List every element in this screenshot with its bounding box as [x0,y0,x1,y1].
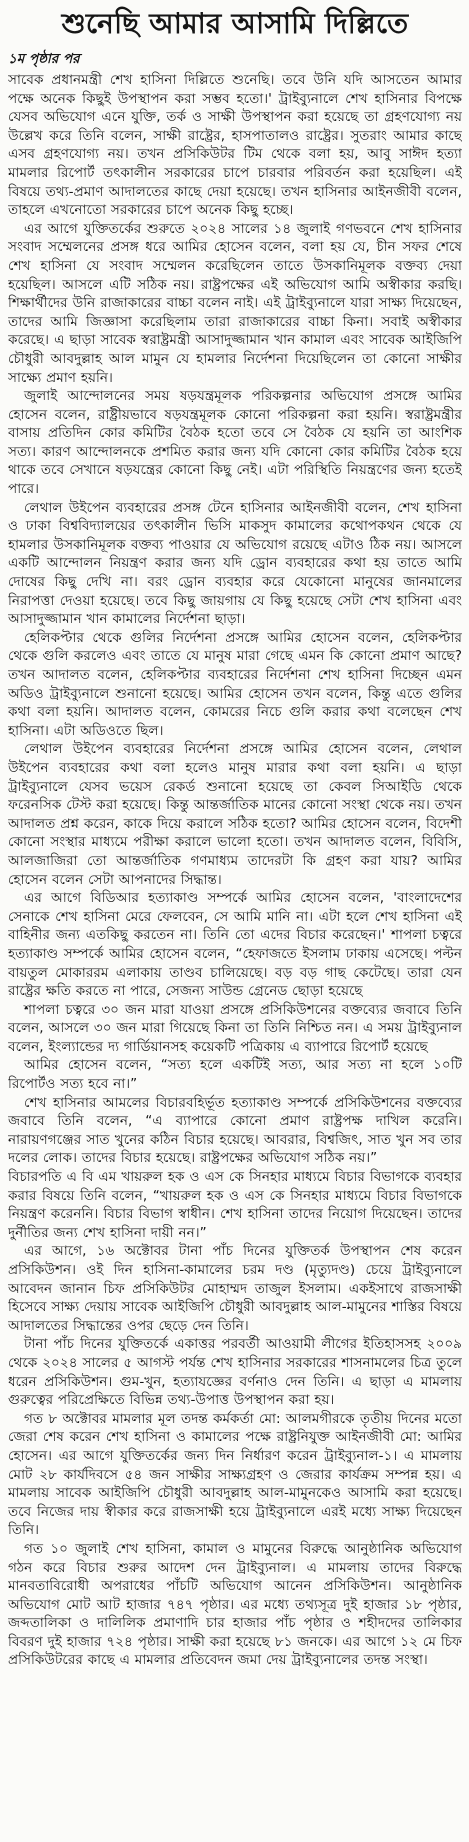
article-paragraph: বিচারপতি এ বি এম খায়রুল হক ও এস কে সিনহার মাধ্যমে বিচার বিভাগকে ব্যবহার করার বিষয়ে তিনি বলেন, “খায়রুল হক ও এস কে সিনহার মাধ্যমে বিচার বিভাগকে নিয়ন্ত্রণ করেননি। বিচার বিভাগ স্বাধীন। শেখ হাসিনা তাদের নিয়োগ দিয়েছেন। তাদের দুর্নীতির জন্য শেখ হাসিনা দায়ী নন।” [8,1169,462,1241]
article-paragraph: এর আগে বিডিআর হত্যাকাণ্ড সম্পর্কে আমির হোসেন বলেন, 'বাংলাদেশের সেনাকে শেখ হাসিনা মেরে ফেলবেন, সে আমি মানি না। এটা হলে শেখ হাসিনা এই বাহিনীর জন্য এতকিছু করতেন না। তিনি তো এদের বিচার করেছেন।' শাপলা চত্বরে হত্যাকাণ্ড সম্পর্কে আমির হোসেন বলেন, “হেফাজতে ইসলাম ঢাকায় এসেছে। পল্টন বায়তুল মোকাররম এলাকায় তাণ্ডব চালিয়েছে। বড় বড় গাছ কেটেছে। তারা যেন রাষ্ট্রের ক্ষতি করতে না পারে, সেজন্য সাউন্ড গ্রেনেড ছোড়া হয়েছে [8,890,462,1000]
continued-from-label: ১ম পৃষ্ঠার পর [8,51,80,67]
article-body [8,71,462,1670]
article-paragraph: আমির হোসেন বলেন, “সত্য হলে একটিই সত্য, আর সত্য না হলে ১০টি রিপোর্টও সত্য হবে না।” [8,1057,462,1093]
article-paragraph: লেথাল উইপেন ব্যবহারের প্রসঙ্গ টেনে হাসিনার আইনজীবী বলেন, শেখ হাসিনা ও ঢাকা বিশ্ববিদ্যালয়ের তৎকালীন ভিসি মাকসুদ কামালের কথোপকথন থেকে যে হামলার উসকানিমূলক বক্তব্য পাওয়ার যে অভিযোগ রয়েছে এটাও ঠিক নয়। আসলে একটি আন্দোলন নিয়ন্ত্রণ করার জন্য যদি ড্রোন ব্যবহারের কথা হয় তাতে আমি দোষের কিছু দেখি না। বরং ড্রোন ব্যবহার করে যেকোনো মানুষের জানমালের নিরাপত্তা দেওয়া হয়েছে। তবে কিছু জায়গায় যে কিছু হয়েছে সেটা শেখ হাসিনা এবং আসাদুজ্জামান খান কামালের নির্দেশনা ছাড়া। [8,499,462,628]
article-paragraph: সাবেক প্রধানমন্ত্রী শেখ হাসিনা দিল্লিতে শুনেছি। তবে উনি যদি আসতেন আমার পক্ষে অনেক কিছুই উপস্থাপন করা সম্ভব হতো।' ট্রাইব্যুনালে শেখ হাসিনার বিপক্ষে যেসব অভিযোগ এনে যুক্তি, তর্ক ও সাক্ষী উপস্থাপন করা হয়েছে তা গ্রহণযোগ্য নয় উল্লেখ করে তিনি বলেন, সাক্ষী রাষ্ট্রের, হাসপাতালও রাষ্ট্রের। সুতরাং আমার কাছে এসব গ্রহণযোগ্য নয়। তখন প্রসিকিউটর টিম থেকে বলা হয়, আবু সাঈদ হত্যা মামলার রিপোর্ট তৎকালীন সরকারের চাপে চারবার পরিবর্তন করা হয়েছিল। এই বিষয়ে তথ্য-প্রমাণ আদালতের কাছে দেয়া হয়েছে। তখন হাসিনার আইনজীবী বলেন, তাহলে এখনোতো সরকারের চাপে অনেক কিছু হচ্ছে। [8,72,462,219]
article-paragraph: এর আগে, ১৬ অক্টোবর টানা পাঁচ দিনের যুক্তিতর্ক উপস্থাপন শেষ করেন প্রসিকিউশন। ওই দিন হাসিনা-কামালের চরম দণ্ড (মৃত্যুদণ্ড) চেয়ে ট্রাইব্যুনালে আবেদন জানান চিফ প্রসিকিউটর মোহাম্মদ তাজুল ইসলাম। একইসাথে রাজসাক্ষী হিসেবে সাক্ষ্য দেয়ায় সাবেক আইজিপি চৌধুরী আবদুল্লাহ আল-মামুনের শাস্তির বিষয়ে আদালতের সিদ্ধান্তের ওপর ছেড়ে দেন তিনি। [8,1243,462,1334]
headline: শুনেছি আমার আসামি দিল্লিতে [61,7,409,40]
article-paragraph: শাপলা চত্বরে ৩০ জন মারা যাওয়া প্রসঙ্গে প্রসিকিউশনের বক্তব্যের জবাবে তিনি বলেন, আসলে ৩০ জন মারা গিয়েছে কিনা তা তিনি নিশ্চিত নন। এ সময় ট্রাইব্যুনাল বলেন, ইংল্যান্ডের দ্য গার্ডিয়ানসহ কয়েকটি পত্রিকায় এ ব্যাপারে রিপোর্ট হয়েছে [8,1001,462,1055]
article-paragraph: গত ১০ জুলাই শেখ হাসিনা, কামাল ও মামুনের বিরুদ্ধে আনুষ্ঠানিক অভিযোগ গঠন করে বিচার শুরুর আদেশ দেন ট্রাইব্যুনাল। এ মামলায় তাদের বিরুদ্ধে মানবতাবিরোধী অপরাধের পাঁচটি অভিযোগ আনেন প্রসিকিউশন। আনুষ্ঠানিক অভিযোগ মোট আট হাজার ৭৪৭ পৃষ্ঠার। এর মধ্যে তথ্যসূত্র দুই হাজার ১৮ পৃষ্ঠার, জব্দতালিকা ও দালিলিক প্রমাণাদি চার হাজার পাঁচ পৃষ্ঠার ও শহীদদের তালিকার বিবরণ দুই হাজার ৭২৪ পৃষ্ঠার। সাক্ষী করা হয়েছে ৮১ জনকে। এর আগে ১২ মে চিফ প্রসিকিউটরের কাছে এ মামলার প্রতিবেদন জমা দেয় ট্রাইব্যুনালের তদন্ত সংস্থা। [8,1540,462,1669]
article-paragraph: গত ৮ অক্টোবর মামলার মূল তদন্ত কর্মকর্তা মো: আলমগীরকে তৃতীয় দিনের মতো জেরা শেষ করেন শেখ হাসিনা ও কামালের পক্ষে রাষ্ট্রনিযুক্ত আইনজীবী মো: আমির হোসেন। এর আগে যুক্তিতর্কের জন্য দিন নির্ধারণ করেন ট্রাইব্যুনাল-১। এ মামলায় মোট ২৮ কার্যদিবসে ৫৪ জন সাক্ষীর সাক্ষ্যগ্রহণ ও জেরার কার্যক্রম সম্পন্ন হয়। এ মামলায় সাবেক আইজিপি চৌধুরী আবদুল্লাহ আল-মামুনকেও আসামি করা হয়েছে। তবে নিজের দায় স্বীকার করে রাজসাক্ষী হয়ে ট্রাইব্যুনালে এরই মধ্যে সাক্ষ্য দিয়েছেন তিনি। [8,1410,462,1539]
article-paragraph: এর আগে যুক্তিতর্কের শুরুতে ২০২৪ সালের ১৪ জুলাই গণভবনে শেখ হাসিনার সংবাদ সম্মেলনের প্রসঙ্গ ধরে আমির হোসেন বলেন, বলা হয় যে, চীন সফর শেষে শেখ হাসিনা যে সংবাদ সম্মেলন করেছিলেন তাতে উসকানিমূলক বক্তব্য দেয়া হয়েছিল। আসলে এটি সঠিক নয়। রাষ্ট্রপক্ষের এই অভিযোগ আমি অস্বীকার করছি। শিক্ষার্থীদের উনি রাজাকারের বাচ্চা বলেন নাই। এই ট্রাইব্যুনালে যারা সাক্ষ্য দিয়েছেন, তাদের আমি জিজ্ঞাসা করেছিলাম তারা রাজাকারের বাচ্চা কিনা। সবাই অস্বীকার করেছে। এ ছাড়া সাবেক স্বরাষ্ট্রমন্ত্রী আসাদুজ্জামান খান কামাল এবং সাবেক আইজিপি চৌধুরী আবদুল্লাহ আল মামুন যে হামলার নির্দেশনা দিয়েছিলেন তা কোনো সাক্ষীর সাক্ষ্যে প্রমাণ হয়নি। [8,220,462,386]
article-paragraph: শেখ হাসিনার আমলের বিচারবহির্ভূত হত্যাকাণ্ড সম্পর্কে প্রসিকিউশনের বক্তব্যের জবাবে তিনি বলেন, “এ ব্যাপারে কোনো প্রমাণ রাষ্ট্রপক্ষ দাখিল করেনি। নারায়ণগঞ্জের সাত খুনের কঠিন বিচার হয়েছে। আবরার, বিশ্বজিৎ, সাত খুন সব তার দলের লোক। তাদের বিচার হয়েছে। রাষ্ট্রপক্ষের অভিযোগ সঠিক নয়।” [8,1094,462,1167]
article-paragraph: হেলিকপ্টার থেকে গুলির নির্দেশনা প্রসঙ্গে আমির হোসেন বলেন, হেলিকপ্টার থেকে গুলি করলেও এবং তাতে যে মানুষ মারা গেছে এমন কি কোনো প্রমাণ আছে? তখন আদালত বলেন, হেলিকপ্টার ব্যবহারের নির্দেশনা শেখ হাসিনা দিচ্ছেন এমন অডিও ট্রাইব্যুনালে শুনানো হয়েছে। আমির হোসেন তখন বলেন, কিন্তু এতে গুলির কথা বলা হয়নি। আদালত বলেন, কোমরের নিচে গুলি করার কথা বলেছেন শেখ হাসিনা। এটা অডিওতে ছিল। [8,629,462,739]
article-paragraph: টানা পাঁচ দিনের যুক্তিতর্কে একাত্তর পরবর্তী আওয়ামী লীগের ইতিহাসসহ ২০০৯ থেকে ২০২৪ সালের ৫ আগস্ট পর্যন্ত শেখ হাসিনার সরকারের শাসনামলের চিত্র তুলে ধরেন প্রসিকিউশন। গুম-খুন, হত্যাযজ্ঞের বর্ণনাও দেন তিনি। এ ছাড়া এ মামলায় গুরুত্বের পরিপ্রেক্ষিতে বিভিন্ন তথ্য-উপাত্ত উপস্থাপন করা হয়। [8,1336,462,1409]
article-paragraph: জুলাই আন্দোলনের সময় ষড়যন্ত্রমূলক পরিকল্পনার অভিযোগ প্রসঙ্গে আমির হোসেন বলেন, রাষ্ট্রীয়ভাবে ষড়যন্ত্রমূলক কোনো পরিকল্পনা করা হয়নি। স্বরাষ্ট্রমন্ত্রীর বাসায় প্রতিদিন কোর কমিটির বৈঠক হতো তবে সে বৈঠক যে হয়নি তা আংশিক সত্য। কারণ আন্দোলনকে প্রশমিত করার জন্য যদি কোনো কোর কমিটির বৈঠক হয়ে থাকে তবে সেখানে ষড়যন্ত্রের কোনো কিছু নেই। এটা পরিস্থিতি নিয়ন্ত্রণের জন্য হতেই পারে। [8,388,462,498]
article-paragraph: লেথাল উইপেন ব্যবহারের নির্দেশনা প্রসঙ্গে আমির হোসেন বলেন, লেথাল উইপেন ব্যবহারের কথা বলা হলেও মানুষ মারার কথা বলা হয়নি। এ ছাড়া ট্রাইব্যুনালে যেসব ভয়েস রেকর্ড শুনানো হয়েছে তা কেবল সিআইডি থেকে ফরেনসিক টেস্ট করা হয়েছে। কিন্তু আন্তর্জাতিক মানের কোনো সংস্থা থেকে নয়। তখন আদালত প্রশ্ন করেন, কাকে দিয়ে করালে সঠিক হতো? আমির হোসেন বলেন, বিদেশী কোনো সংস্থার মাধ্যমে পরীক্ষা করালে ভালো হতো। তখন আদালত বলেন, বিবিসি, আলজাজিরা তো আন্তর্জাতিক গণমাধ্যম তাদেরটা কি গ্রহণ করা যায়? আমির হোসেন বলেন সেটা আপনাদের সিদ্ধান্ত। [8,741,462,888]
